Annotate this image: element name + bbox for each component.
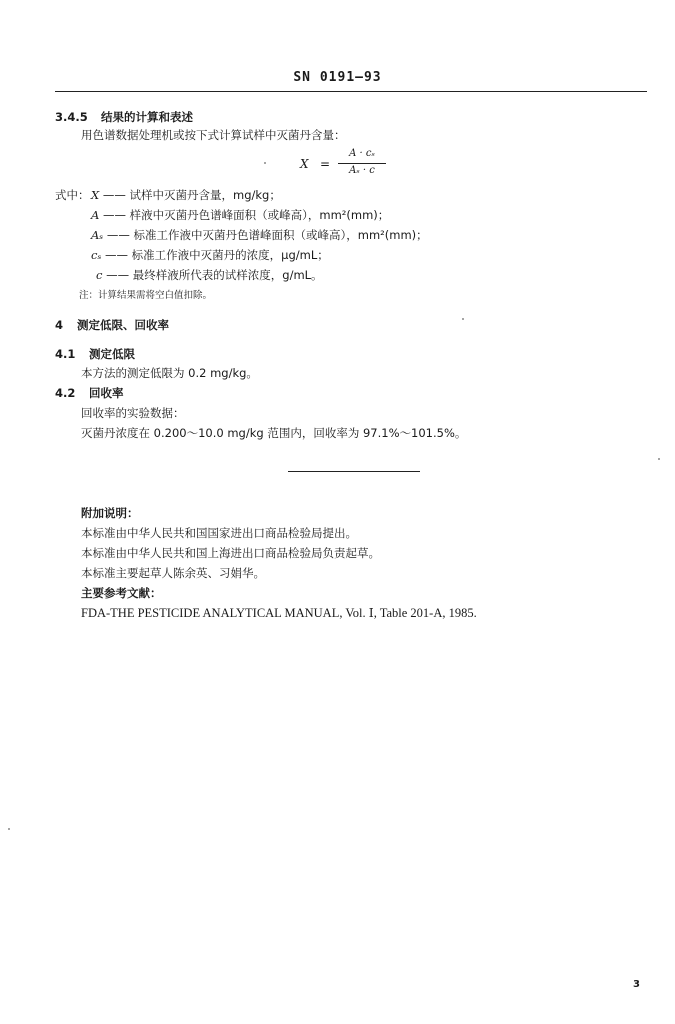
- where-item-x-text: —— 试样中灭菌丹含量，mg/kg；: [102, 188, 281, 202]
- section-4-2-number: 4.2: [55, 386, 76, 400]
- end-rule: [288, 471, 420, 472]
- section-3-4-5-number: 3.4.5: [55, 110, 88, 124]
- where-lead: 式中：: [55, 188, 90, 202]
- scan-speck: [8, 828, 10, 830]
- where-item-x: [91, 188, 281, 202]
- where-item-c-text: —— 最终样液所代表的试样浓度，g/mL。: [106, 268, 323, 282]
- section-4-2-title: 回收率: [89, 386, 124, 400]
- where-item-as-text: —— 标准工作液中灭菌丹色谱峰面积（或峰高），mm²(mm)；: [106, 228, 428, 242]
- formula: [300, 150, 420, 180]
- section-4-2-line1: 回收率的实验数据：: [81, 406, 185, 420]
- where-item-c: [96, 268, 323, 282]
- where-item-cs-symbol: cₛ: [91, 248, 102, 262]
- appendix-line-1: 本标准由中华人民共和国国家进出口商品检验局提出。: [81, 526, 357, 540]
- scan-speck: [462, 318, 464, 320]
- where-item-as-symbol: Aₛ: [91, 228, 104, 242]
- appendix-line-2: 本标准由中华人民共和国上海进出口商品检验局负责起草。: [81, 546, 380, 560]
- section-4-2-line2: 灭菌丹浓度在 0.200～10.0 mg/kg 范围内，回收率为 97.1%～101.5%。: [81, 426, 467, 440]
- scan-speck: [264, 162, 266, 164]
- section-4-1-title: 测定低限: [89, 347, 135, 361]
- where-item-a: [91, 208, 389, 222]
- where-item-cs: [91, 248, 329, 262]
- reference-text: FDA-THE PESTICIDE ANALYTICAL MANUAL, Vol. Ⅰ, Table 201-A, 1985.: [81, 606, 477, 620]
- scan-speck: [658, 458, 660, 460]
- where-item-as: [91, 228, 428, 242]
- where-item-x-symbol: X: [91, 188, 100, 202]
- section-4-title: 测定低限、回收率: [77, 318, 169, 332]
- where-item-cs-text: —— 标准工作液中灭菌丹的浓度，μg/mL；: [104, 248, 329, 262]
- page-number: 3: [633, 979, 640, 990]
- where-item-a-symbol: A: [91, 208, 100, 222]
- formula-numerator: A · cₛ: [349, 148, 375, 159]
- section-4-1-number: 4.1: [55, 347, 76, 361]
- header-rule: [55, 91, 647, 92]
- formula-fraction-bar: [338, 163, 386, 164]
- section-4-number: 4: [55, 318, 64, 332]
- where-item-a-text: —— 样液中灭菌丹色谱峰面积（或峰高），mm²(mm)；: [102, 208, 390, 222]
- where-item-c-symbol: c: [96, 268, 103, 282]
- reference-title: 主要参考文献：: [81, 586, 162, 600]
- formula-equals: =: [320, 157, 331, 171]
- formula-denominator: Aₛ · c: [349, 165, 375, 176]
- formula-lhs: X: [300, 157, 309, 171]
- section-3-4-5-title: 结果的计算和表述: [101, 110, 193, 124]
- section-3-4-5-intro: 用色谱数据处理机或按下式计算试样中灭菌丹含量：: [81, 128, 346, 142]
- where-note: 注：计算结果需将空白值扣除。: [79, 290, 213, 301]
- appendix-line-3: 本标准主要起草人陈余英、习娟华。: [81, 566, 265, 580]
- section-4-1-text: 本方法的测定低限为 0.2 mg/kg。: [81, 366, 258, 380]
- header-code: SN 0191—93: [293, 70, 382, 85]
- appendix-title: 附加说明：: [81, 506, 139, 520]
